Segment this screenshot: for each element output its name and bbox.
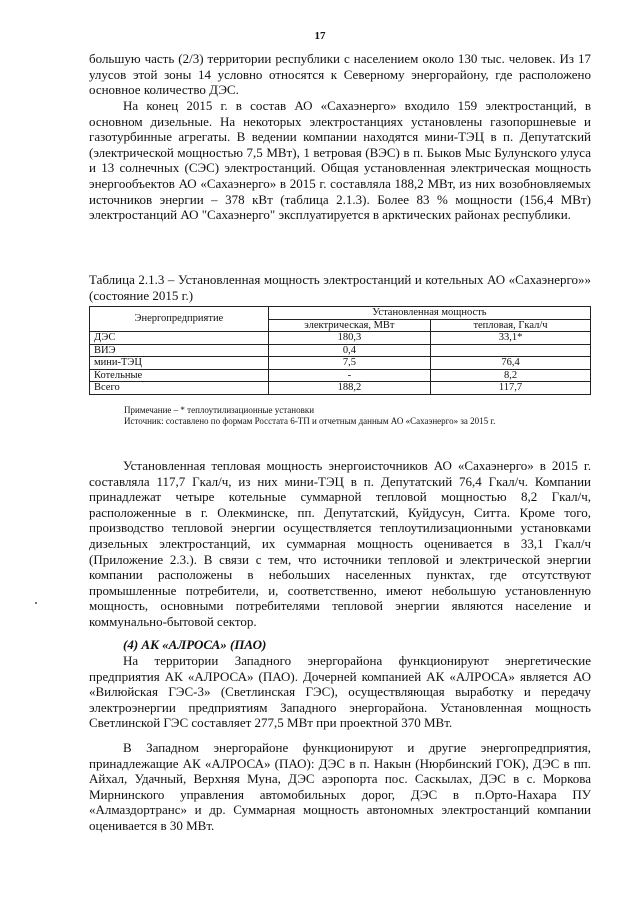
header-electric: электрическая, МВт: [268, 319, 430, 332]
table-row: [90, 344, 591, 357]
row-thermal: 117,7: [431, 382, 591, 395]
table-row-total: [90, 382, 591, 395]
row-name: Котельные: [90, 369, 269, 382]
header-capacity-group: Установленная мощность: [268, 307, 590, 320]
table-header-row: [90, 307, 591, 320]
row-name: Всего: [90, 382, 269, 395]
table-source: Источник: составлено по формам Росстата 6-ТП и отчетным данным АО «Сахаэнерго» за 2015 г.: [124, 416, 496, 426]
table-notes: [124, 405, 594, 427]
page-number: 17: [314, 30, 326, 42]
paragraph-sakhaenergo-overview: На конец 2015 г. в состав АО «Сахаэнерго» входило 159 электростанций, в основном дизельные. На некоторых электростанциях установлены газопоршневые и газотурбинные агрегаты. В ведении компании находятся мини-ТЭЦ в п. Депутатский (электрической мощностью 7,5 МВт), 1 ветровая (ВЭС) в п. Быков Мыс Булунского улуса и 13 солнечных (СЭС) электростанций. Общая установленная электрическая мощность энергообъектов АО «Сахаэнерго» в 2015 г. составляла 188,2 МВт, из них возобновляемых источников энергии – 378 кВт (таблица 2.1.3). Более 83 % мощности (156,4 МВт) электростанций АО "Сахаэнерго" эксплуатируется в арктических районах республики.: [89, 98, 591, 223]
row-electric: 0,4: [268, 344, 430, 357]
margin-dot: [35, 602, 37, 604]
paragraph-alrosa-other: В Западном энергорайоне функционируют и другие энергопредприятия, принадлежащие АК «АЛРОСА» (ПАО): ДЭС в п. Накын (Нюрбинский ГОК), ДЭС в пп. Айхал, Удачный, Верхняя Муна, ДЭС аэропорта пос. Саскылах, ДЭС в с. Моркова Мирнинского управления автомобильных дорог, ДЭС в п.Орто-Нахара ПУ «Алмаздортранс» и др. Суммарная мощность автономных электростанций компании оценивается в 30 МВт.: [89, 740, 591, 833]
row-electric: 188,2: [268, 382, 430, 395]
table-row: [90, 357, 591, 370]
row-name: ВИЭ: [90, 344, 269, 357]
row-name: ДЭС: [90, 332, 269, 345]
section-heading-alrosa: (4) АК «АЛРОСА» (ПАО): [123, 637, 267, 652]
row-electric: 180,3: [268, 332, 430, 345]
row-electric: 7,5: [268, 357, 430, 370]
row-name: мини-ТЭЦ: [90, 357, 269, 370]
header-entity: Энергопредприятие: [90, 307, 269, 332]
row-thermal: 8,2: [431, 369, 591, 382]
table-caption: Таблица 2.1.3 – Установленная мощность электростанций и котельных АО «Сахаэнерго»» (состояние 2015 г.): [89, 272, 591, 303]
table-note: Примечание – * теплоутилизационные установки: [124, 405, 315, 415]
row-thermal: 76,4: [431, 357, 591, 370]
paragraph-thermal-capacity: Установленная тепловая мощность энергоисточников АО «Сахаэнерго» в 2015 г. составляла 117,7 Гкал/ч, из них мини-ТЭЦ в п. Депутатский 76,4 Гкал/ч. Компании принадлежат четыре котельные суммарной тепловой мощностью 8,2 Гкал/ч, расположенные в г. Олекминске, пп. Депутатский, Куйдусун, Ситта. Кроме того, производство тепловой энергии осуществляется теплоутилизационными установками дизельных электростанций, их суммарная мощность оценивается в 33,1 Гкал/ч (Приложение 2.3.). В связи с тем, что источники тепловой и электрической энергии компании расположены в небольших населенных пунктах, где отсутствуют промышленные потребители, и, соответственно, имеют небольшую установленную мощность, основными потребителями тепловой энергии являются население и коммунально-бытовой сектор.: [89, 458, 591, 629]
paragraph-alrosa-western: На территории Западного энергорайона функционируют энергетические предприятия АК «АЛРОСА» (ПАО). Дочерней компанией АК «АЛРОСА» является АО «Вилюйская ГЭС-3» (Светлинская ГЭС), осуществляющая выработку и передачу электроэнергии предприятиям Западного энергорайона. Установленная мощность Светлинской ГЭС составляет 277,5 МВт при проектной 370 МВт.: [89, 653, 591, 731]
paragraph-intro: большую часть (2/3) территории республики с населением около 130 тыс. человек. Из 17 улусов этой зоны 14 условно относятся к Северному энергорайону, где расположено основное количество ДЭС.: [89, 51, 591, 98]
capacity-table: [89, 306, 591, 395]
table-row: [90, 369, 591, 382]
table-row: [90, 332, 591, 345]
header-thermal: тепловая, Гкал/ч: [431, 319, 591, 332]
row-thermal: 33,1*: [431, 332, 591, 345]
row-thermal: [431, 344, 591, 357]
row-electric: -: [268, 369, 430, 382]
